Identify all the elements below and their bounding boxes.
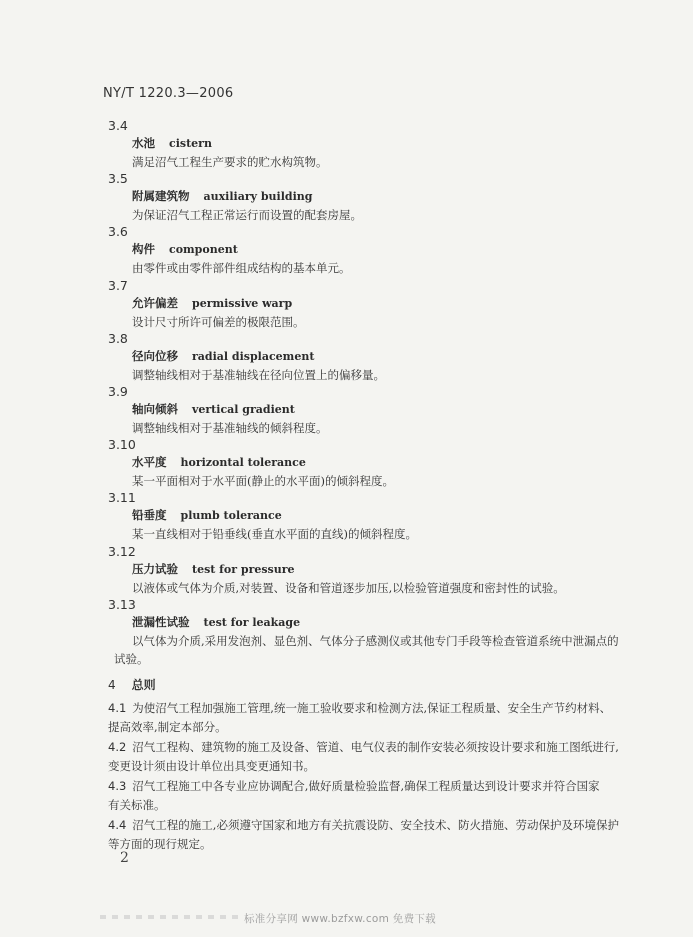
term-chinese: 铅垂度: [132, 508, 167, 523]
clause-text-continued: 变更设计须由设计单位出具变更通知书。: [108, 759, 315, 773]
term-entry: [108, 436, 628, 489]
term-chinese: 水平度: [132, 455, 167, 470]
term-english: auxiliary building: [203, 190, 313, 204]
term-chinese: 压力试验: [132, 561, 178, 576]
term-definition: 某一平面相对于水平面(静止的水平面)的倾斜程度。: [132, 474, 394, 489]
clause-number: 4.4: [108, 818, 127, 832]
term-entry: [108, 489, 628, 542]
term-entry: [108, 277, 628, 330]
page-number: 2: [120, 850, 129, 866]
term-entry: [108, 117, 628, 170]
term-english: vertical gradient: [192, 402, 295, 416]
clause-text: 为使沼气工程加强施工管理,统一施工验收要求和检测方法,保证工程质量、安全生产节约材料、: [132, 701, 612, 715]
term-english: permissive warp: [192, 296, 293, 310]
term-chinese: 径向位移: [132, 348, 178, 363]
clause-text: 沼气工程构、建筑物的施工及设备、管道、电气仪表的制作安装必须按设计要求和施工图纸进行,: [132, 740, 619, 754]
term-number: 3.12: [108, 543, 136, 559]
term-english: test for leakage: [203, 615, 301, 629]
term-chinese: 泄漏性试验: [132, 614, 190, 629]
section-heading: [108, 676, 156, 693]
clause-text-continued: 等方面的现行规定。: [108, 837, 212, 851]
term-definition: 以液体或气体为介质,对装置、设备和管道逐步加压,以检验管道强度和密封性的试验。: [132, 580, 565, 595]
term-entry: [108, 543, 628, 596]
clause: [108, 816, 628, 854]
term-chinese: 水池: [132, 136, 155, 150]
clause-text-continued: 提高效率,制定本部分。: [108, 720, 227, 734]
term-number: 3.4: [108, 118, 128, 133]
term-number: 3.5: [108, 171, 128, 187]
clause-text: 沼气工程施工中各专业应协调配合,做好质量检验监督,确保工程质量达到设计要求并符合国家: [132, 779, 600, 793]
term-definition: 满足沼气工程生产要求的贮水构筑物。: [132, 155, 328, 169]
section-title: 总则: [131, 678, 156, 692]
term-definition: 设计尺寸所许可偏差的极限范围。: [132, 314, 305, 329]
term-number: 3.11: [108, 490, 136, 506]
clause-number: 4.1: [108, 701, 127, 715]
term-number: 3.7: [108, 277, 128, 293]
clause-number: 4.2: [108, 740, 127, 754]
term-definition: 调整轴线相对于基准轴线在径向位置上的偏移量。: [132, 367, 385, 382]
term-number: 3.9: [108, 383, 128, 399]
terms-list: [108, 117, 628, 666]
section-number: 4: [108, 678, 116, 692]
document-id: NY/T 1220.3—2006: [103, 86, 234, 101]
term-entry: [108, 223, 628, 276]
clause-text: 沼气工程的施工,必须遵守国家和地方有关抗震设防、安全技术、防火措施、劳动保护及环境保护: [132, 818, 619, 832]
term-chinese: 附属建筑物: [132, 189, 190, 204]
term-english: test for pressure: [192, 562, 295, 576]
term-number: 3.6: [108, 224, 128, 240]
clause: [108, 777, 628, 815]
term-entry: [108, 596, 628, 666]
term-entry: [108, 383, 628, 436]
term-entry: [108, 170, 628, 223]
term-chinese: 轴向倾斜: [132, 401, 178, 416]
term-english: component: [169, 243, 238, 257]
term-chinese: 允许偏差: [132, 295, 178, 310]
term-number: 3.10: [108, 437, 136, 453]
term-definition: 为保证沼气工程正常运行而设置的配套房屋。: [132, 208, 362, 223]
term-definition-continued: 试验。: [114, 651, 149, 666]
clause: [108, 699, 628, 737]
term-definition: 由零件或由零件部件组成结构的基本单元。: [132, 261, 351, 276]
term-chinese: 构件: [132, 242, 155, 257]
term-english: cistern: [169, 137, 212, 150]
clauses-list: [108, 699, 628, 855]
clause-text-continued: 有关标准。: [108, 798, 166, 812]
term-number: 3.13: [108, 596, 136, 612]
term-english: radial displacement: [192, 349, 315, 363]
term-number: 3.8: [108, 330, 128, 346]
clause: [108, 738, 628, 776]
term-english: plumb tolerance: [180, 509, 282, 523]
clause-number: 4.3: [108, 779, 127, 793]
term-definition: 以气体为介质,采用发泡剂、显色剂、气体分子感测仪或其他专门手段等检查管道系统中泄漏点的: [132, 633, 619, 648]
term-definition: 某一直线相对于铅垂线(垂直水平面的直线)的倾斜程度。: [132, 527, 417, 542]
term-english: horizontal tolerance: [180, 456, 306, 470]
term-entry: [108, 330, 628, 383]
term-definition: 调整轴线相对于基准轴线的倾斜程度。: [132, 420, 328, 435]
watermark-footer: 标准分享网 www.bzfxw.com 免费下载: [244, 913, 436, 925]
